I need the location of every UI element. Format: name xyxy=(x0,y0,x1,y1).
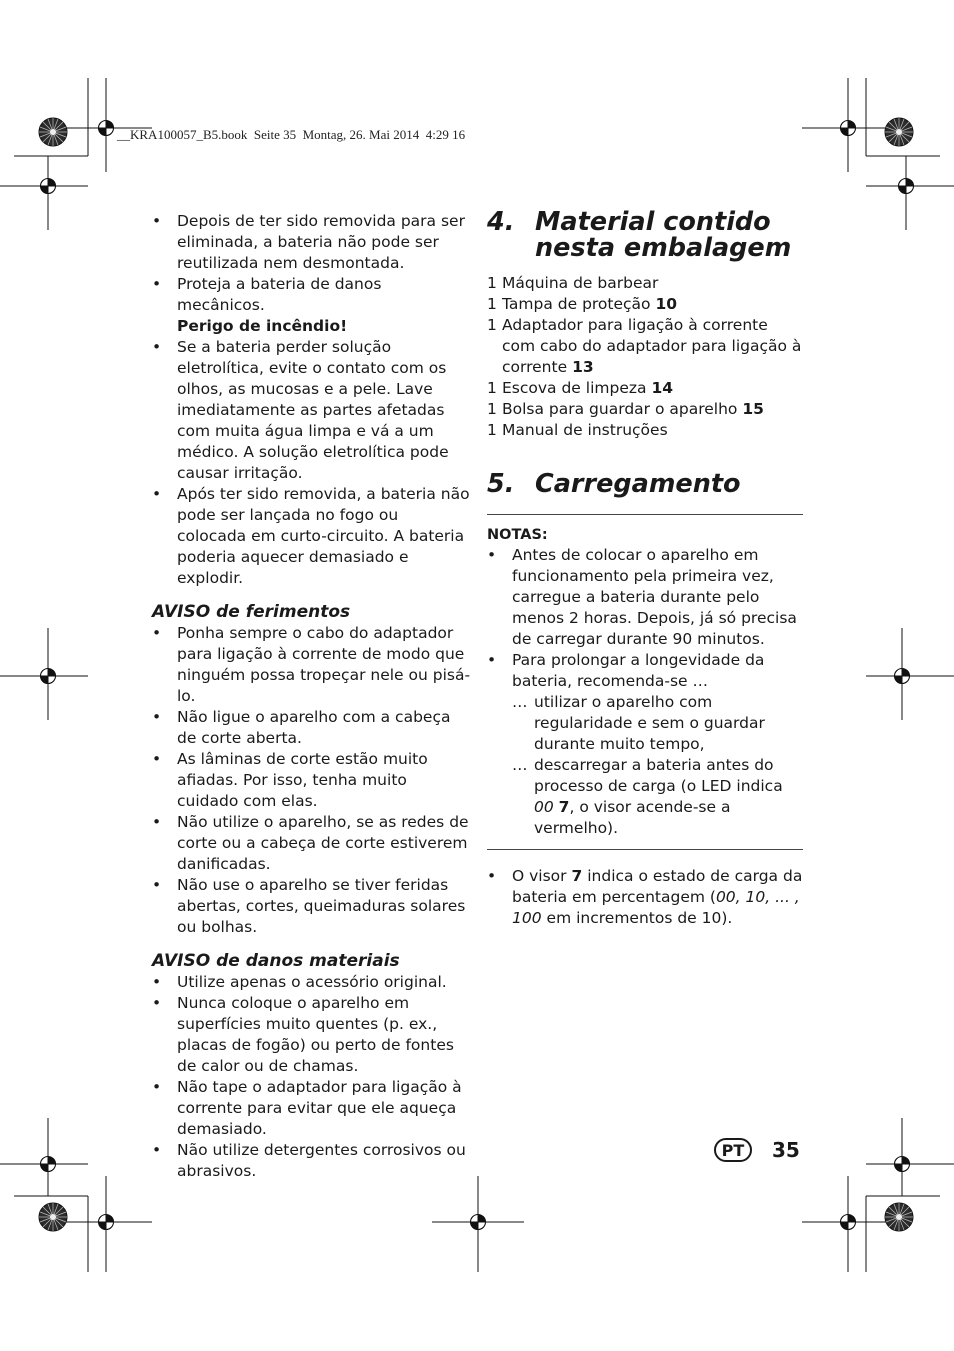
list-item: • Depois de ter sido removida para ser eliminada, a bateria não pode ser reutilizada nem desmontada. xyxy=(152,211,472,274)
list-item: • Se a bateria perder solução eletrolítica, evite o contato com os olhos, as mucosas e a pele. Lave imediatamente as partes afetadas com muita água limpa e vá a um médico. A solução eletrolítica pode causar irritação. xyxy=(152,337,472,484)
recommendation-1: … utilizar o aparelho com regularidade e sem o guardar durante muito tempo, xyxy=(512,693,765,753)
list-item: 1 Manual de instruções xyxy=(487,421,668,439)
list-item: • Proteja a bateria de danos mecânicos. Perigo de incêndio! xyxy=(152,274,472,337)
list-item: 1 Adaptador para ligação à corrente com cabo do adaptador para ligação à corrente 13 xyxy=(487,316,802,376)
page-footer xyxy=(714,1138,800,1162)
right-column xyxy=(487,209,803,929)
list-item: • Antes de colocar o aparelho em funcionamento pela primeira vez, carregue a bateria durante pelo menos 2 horas. Depois, já só precisa de carregar durante 90 minutos. xyxy=(487,545,803,650)
injury-warning-heading: AVISO de ferimentos xyxy=(152,602,351,622)
list-item: • Nunca coloque o aparelho em superfícies muito quentes (p. ex., placas de fogão) ou perto de fontes de calor ou de chamas. xyxy=(152,993,472,1077)
list-item: • Utilize apenas o acessório original. xyxy=(152,972,472,993)
list-item: 1 Bolsa para guardar o aparelho 15 xyxy=(487,400,764,418)
list-item: • Após ter sido removida, a bateria não pode ser lançada no fogo ou colocada em curto-circuito. A bateria poderia aquecer demasiado e explodir. xyxy=(152,484,472,589)
list-item: • O visor 7 indica o estado de carga da bateria em percentagem (00, 10, ... , 100 em incrementos de 10). xyxy=(487,866,803,929)
language-badge: PT xyxy=(714,1138,752,1162)
recommendation-2: … descarregar a bateria antes do processo de carga (o LED indica 00 7, o visor acende-se a vermelho). xyxy=(512,756,783,837)
list-item: 1 Tampa de proteção 10 xyxy=(487,295,678,313)
list-item: • As lâminas de corte estão muito afiadas. Por isso, tenha muito cuidado com elas. xyxy=(152,749,472,812)
fire-danger-warning: Perigo de incêndio! xyxy=(177,317,348,335)
list-item: 1 Escova de limpeza 14 xyxy=(487,379,674,397)
battery-safety-list xyxy=(152,211,472,589)
notes-list xyxy=(487,545,803,839)
list-item: 1 Máquina de barbear xyxy=(487,274,659,292)
left-column xyxy=(152,211,472,1182)
list-item: • Não utilize detergentes corrosivos ou abrasivos. xyxy=(152,1140,472,1182)
page-number: 35 xyxy=(772,1138,800,1162)
list-item: • Para prolongar a longevidade da bateria, recomenda-se … … utilizar o aparelho com regularidade e sem o guardar durante muito tempo, … descarregar a bateria antes do processo de carga (o LED indica 00 7, o visor acende-se a vermelho). xyxy=(487,650,803,839)
list-item: • Ponha sempre o cabo do adaptador para ligação à corrente de modo que ninguém possa tropeçar nele ou pisá-lo. xyxy=(152,623,472,707)
list-item: • Não utilize o aparelho, se as redes de corte ou a cabeça de corte estiverem danificadas. xyxy=(152,812,472,875)
list-item: • Não use o aparelho se tiver feridas abertas, cortes, queimaduras solares ou bolhas. xyxy=(152,875,472,938)
section-5-heading: 5. Carregamento xyxy=(487,469,741,499)
material-damage-list xyxy=(152,972,472,1182)
injury-warning-list xyxy=(152,623,472,938)
section-4-heading: 4. Material contido nesta embalagem xyxy=(487,207,792,263)
package-contents-list xyxy=(487,273,803,441)
notes-title: NOTAS: xyxy=(487,527,548,543)
material-damage-heading: AVISO de danos materiais xyxy=(152,951,400,971)
book-file-header: __KRA100057_B5.book Seite 35 Montag, 26. Mai 2014 4:29 16 xyxy=(117,127,466,142)
list-item: • Não tape o adaptador para ligação à corrente para evitar que ele aqueça demasiado. xyxy=(152,1077,472,1140)
list-item: • Não ligue o aparelho com a cabeça de corte aberta. xyxy=(152,707,472,749)
notes-bottom-rule xyxy=(487,849,803,850)
display-info-list xyxy=(487,866,803,929)
notes-top-rule xyxy=(487,514,803,515)
